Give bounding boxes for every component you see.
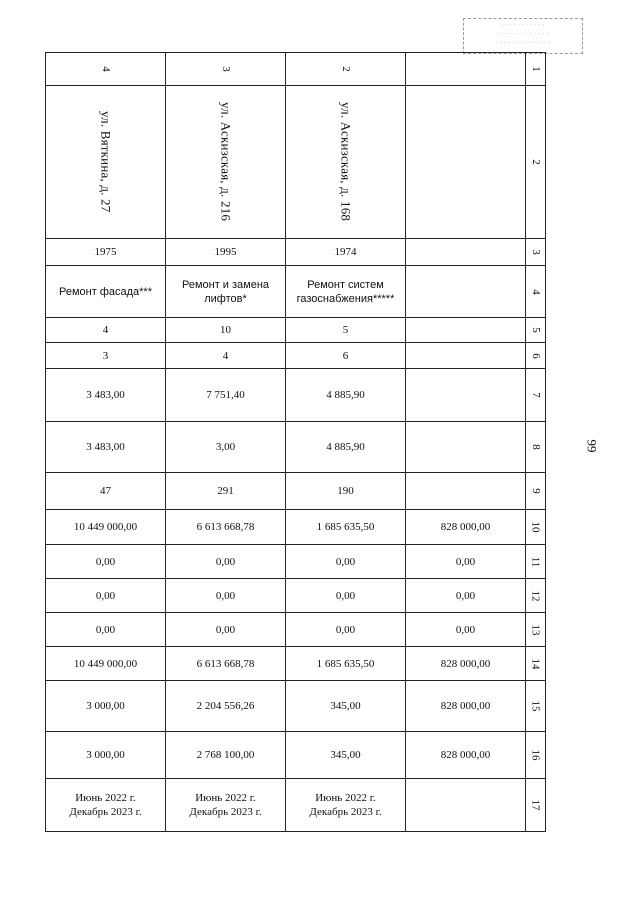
row-number: 4 bbox=[526, 266, 546, 318]
registration-stamp bbox=[463, 18, 583, 54]
table-cell: 0,00 bbox=[406, 545, 526, 579]
column-number: 4 bbox=[46, 53, 166, 86]
table-cell: 345,00 bbox=[286, 681, 406, 732]
table-cell: 10 449 000,00 bbox=[46, 647, 166, 681]
row-number: 1 bbox=[526, 53, 546, 86]
row-number: 10 bbox=[526, 510, 546, 545]
row-number: 12 bbox=[526, 579, 546, 613]
table-row bbox=[46, 779, 546, 832]
table-cell: 0,00 bbox=[46, 613, 166, 647]
table-cell: 291 bbox=[166, 473, 286, 510]
table-cell: 47 bbox=[46, 473, 166, 510]
address-cell bbox=[406, 86, 526, 239]
table-row bbox=[46, 473, 546, 510]
stamp-line: · · · · · · · · · · · · · · bbox=[495, 39, 551, 47]
row-number: 14 bbox=[526, 647, 546, 681]
stamp-line: · · · · · · · · · · · · · bbox=[497, 30, 549, 38]
table-cell: 0,00 bbox=[46, 579, 166, 613]
row-number: 3 bbox=[526, 239, 546, 266]
table-cell: 190 bbox=[286, 473, 406, 510]
table-cell: 6 613 668,78 bbox=[166, 510, 286, 545]
table-cell: 5 bbox=[286, 318, 406, 343]
table-row bbox=[46, 318, 546, 343]
row-number: 8 bbox=[526, 422, 546, 473]
table-cell: 0,00 bbox=[166, 613, 286, 647]
deadline-cell bbox=[286, 779, 406, 832]
year-cell: 1975 bbox=[46, 239, 166, 266]
row-number: 11 bbox=[526, 545, 546, 579]
table-cell: 345,00 bbox=[286, 732, 406, 779]
row-number: 16 bbox=[526, 732, 546, 779]
page-number: 99 bbox=[584, 439, 600, 453]
column-number: 3 bbox=[166, 53, 286, 86]
table-cell: 1 685 635,50 bbox=[286, 647, 406, 681]
table-cell: 2 768 100,00 bbox=[166, 732, 286, 779]
row-number: 2 bbox=[526, 86, 546, 239]
work-type-cell: Ремонт и замена лифтов* bbox=[166, 266, 286, 318]
row-number: 13 bbox=[526, 613, 546, 647]
table-cell: 10 449 000,00 bbox=[46, 510, 166, 545]
table-cell: 3 000,00 bbox=[46, 732, 166, 779]
table-row bbox=[46, 681, 546, 732]
table-row bbox=[46, 86, 546, 239]
work-type-cell bbox=[406, 266, 526, 318]
table-cell: 10 bbox=[166, 318, 286, 343]
stamp-line: · · · · · · · · · · · bbox=[501, 21, 545, 29]
row-number: 9 bbox=[526, 473, 546, 510]
table-cell: 0,00 bbox=[286, 613, 406, 647]
row-number: 6 bbox=[526, 343, 546, 369]
table-row bbox=[46, 343, 546, 369]
table-cell bbox=[406, 343, 526, 369]
table-cell: 1 685 635,50 bbox=[286, 510, 406, 545]
deadline-cell bbox=[46, 779, 166, 832]
deadline-start: Июнь 2022 г. bbox=[315, 792, 376, 804]
table-row bbox=[46, 266, 546, 318]
table-row bbox=[46, 53, 546, 86]
table-cell: 4 bbox=[46, 318, 166, 343]
row-number: 7 bbox=[526, 369, 546, 422]
work-type-cell: Ремонт систем газоснабжения***** bbox=[286, 266, 406, 318]
table-cell: 6 bbox=[286, 343, 406, 369]
table-row bbox=[46, 510, 546, 545]
table-row bbox=[46, 647, 546, 681]
column-number: 2 bbox=[286, 53, 406, 86]
deadline-start: Июнь 2022 г. bbox=[195, 792, 256, 804]
repair-program-table bbox=[45, 52, 546, 832]
table-row bbox=[46, 422, 546, 473]
table-cell: 7 751,40 bbox=[166, 369, 286, 422]
table-cell: 828 000,00 bbox=[406, 681, 526, 732]
table-cell: 828 000,00 bbox=[406, 510, 526, 545]
table-row bbox=[46, 579, 546, 613]
table-cell: 3 483,00 bbox=[46, 422, 166, 473]
year-cell: 1995 bbox=[166, 239, 286, 266]
table-row bbox=[46, 239, 546, 266]
table-cell: 3 000,00 bbox=[46, 681, 166, 732]
deadline-end: Декабрь 2023 г. bbox=[309, 806, 382, 818]
deadline-start: Июнь 2022 г. bbox=[75, 792, 136, 804]
table-cell: 4 885,90 bbox=[286, 369, 406, 422]
table-cell: 0,00 bbox=[166, 579, 286, 613]
year-cell: 1974 bbox=[286, 239, 406, 266]
address-cell: ул. Аскизская, д. 168 bbox=[286, 86, 406, 239]
row-number: 15 bbox=[526, 681, 546, 732]
table-cell: 828 000,00 bbox=[406, 732, 526, 779]
deadline-cell bbox=[406, 779, 526, 832]
table-cell: 4 885,90 bbox=[286, 422, 406, 473]
table-cell: 6 613 668,78 bbox=[166, 647, 286, 681]
table-cell: 0,00 bbox=[166, 545, 286, 579]
table-row bbox=[46, 613, 546, 647]
address-cell: ул. Вяткина, д. 27 bbox=[46, 86, 166, 239]
table-cell: 3,00 bbox=[166, 422, 286, 473]
address-cell: ул. Аскизская, д. 216 bbox=[166, 86, 286, 239]
table-row bbox=[46, 732, 546, 779]
table-cell: 3 bbox=[46, 343, 166, 369]
table-row bbox=[46, 369, 546, 422]
table-row bbox=[46, 545, 546, 579]
row-number: 5 bbox=[526, 318, 546, 343]
deadline-cell bbox=[166, 779, 286, 832]
work-type-cell: Ремонт фасада*** bbox=[46, 266, 166, 318]
table-cell: 2 204 556,26 bbox=[166, 681, 286, 732]
table-cell: 4 bbox=[166, 343, 286, 369]
table-cell: 3 483,00 bbox=[46, 369, 166, 422]
deadline-end: Декабрь 2023 г. bbox=[189, 806, 262, 818]
column-number bbox=[406, 53, 526, 86]
table-cell: 0,00 bbox=[286, 545, 406, 579]
table-cell bbox=[406, 473, 526, 510]
table-cell: 0,00 bbox=[406, 579, 526, 613]
table-cell: 828 000,00 bbox=[406, 647, 526, 681]
table-cell: 0,00 bbox=[46, 545, 166, 579]
year-cell bbox=[406, 239, 526, 266]
table-cell: 0,00 bbox=[406, 613, 526, 647]
deadline-end: Декабрь 2023 г. bbox=[69, 806, 142, 818]
row-number: 17 bbox=[526, 779, 546, 832]
table-cell bbox=[406, 318, 526, 343]
table-cell bbox=[406, 422, 526, 473]
table-cell bbox=[406, 369, 526, 422]
table-cell: 0,00 bbox=[286, 579, 406, 613]
